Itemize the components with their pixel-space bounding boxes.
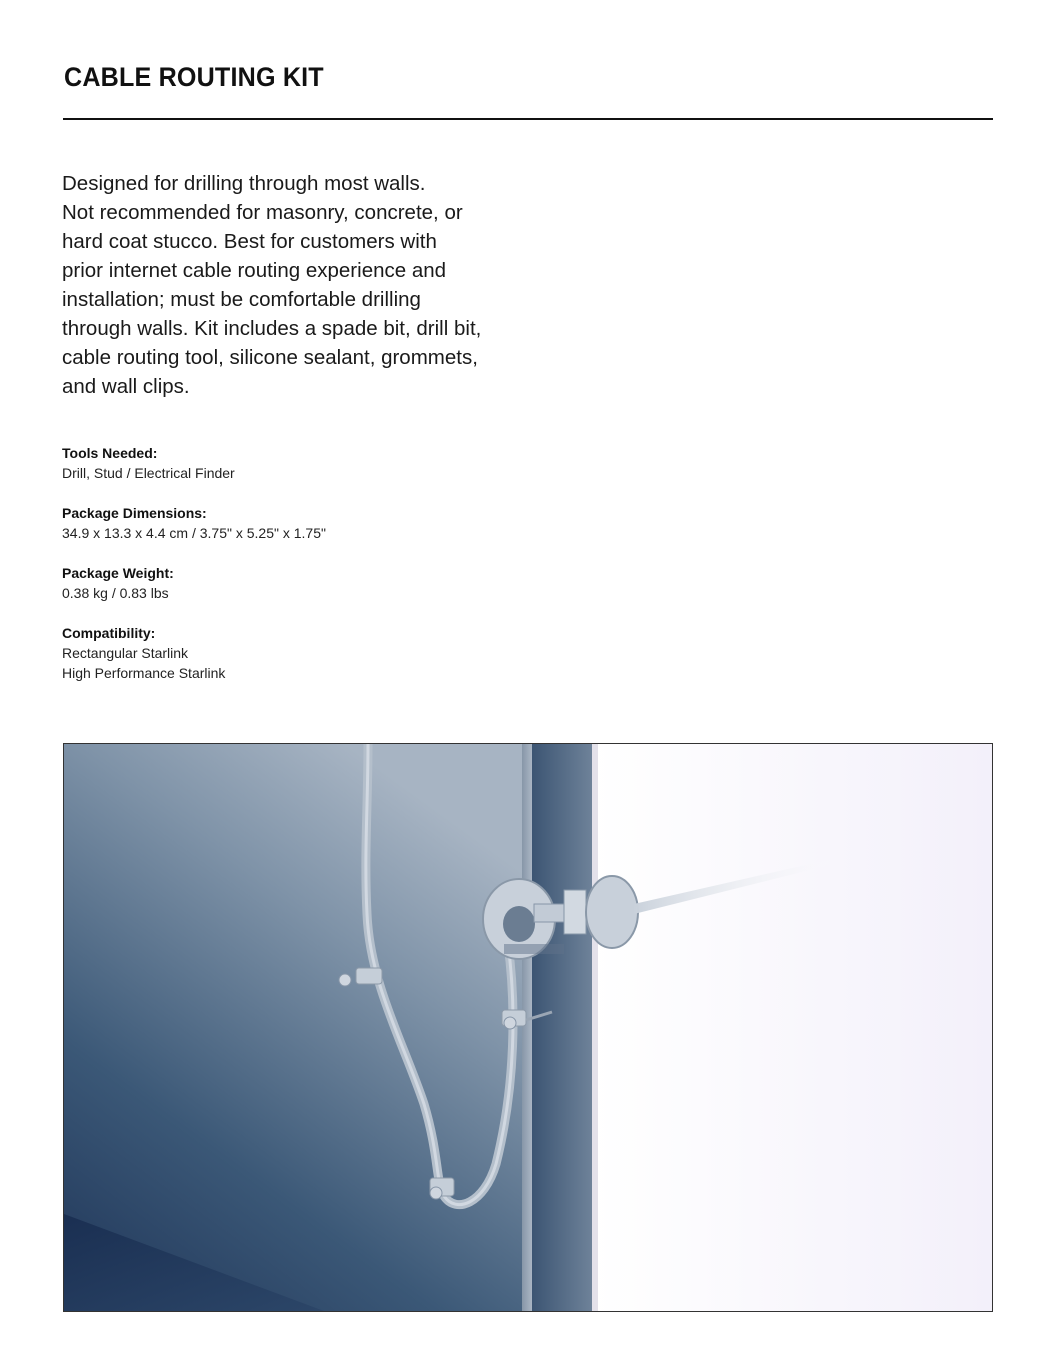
description-line: Not recommended for masonry, concrete, or (62, 201, 463, 224)
description-line: cable routing tool, silicone sealant, grommets, (62, 346, 478, 369)
description-line: prior internet cable routing experience and (62, 259, 447, 282)
spec-label: Compatibility: (62, 625, 156, 641)
spec-list (62, 443, 482, 703)
spec-value: High Performance Starlink (62, 665, 226, 681)
title-divider (63, 118, 993, 120)
spec-compatibility (62, 623, 482, 683)
wall-clip (430, 1178, 454, 1199)
spec-label: Package Weight: (62, 565, 174, 581)
page-title: CABLE ROUTING KIT (64, 62, 324, 92)
description-line: Designed for drilling through most walls. (62, 172, 426, 195)
description-line: through walls. Kit includes a spade bit, drill bit, (62, 317, 482, 340)
spec-value: Drill, Stud / Electrical Finder (62, 465, 235, 481)
spec-value: 34.9 x 13.3 x 4.4 cm / 3.75" x 5.25" x 1.75" (62, 525, 326, 541)
product-photo (63, 743, 993, 1312)
exterior-wall (64, 744, 534, 1311)
cable-routing-illustration (64, 744, 992, 1311)
interior-edge (592, 744, 598, 1311)
spec-label: Package Dimensions: (62, 505, 207, 521)
product-description (62, 169, 552, 401)
description-line: hard coat stucco. Best for customers with (62, 230, 437, 253)
wall-edge (522, 744, 532, 1311)
spec-value: 0.38 kg / 0.83 lbs (62, 585, 169, 601)
description-line: and wall clips. (62, 375, 190, 398)
spec-label: Tools Needed: (62, 445, 158, 461)
spec-tools-needed (62, 443, 482, 483)
interior-wall (592, 744, 992, 1311)
spec-value: Rectangular Starlink (62, 645, 189, 661)
spec-package-dimensions (62, 503, 482, 543)
wall-cavity (532, 744, 592, 1311)
spec-package-weight (62, 563, 482, 603)
description-line: installation; must be comfortable drilling (62, 288, 421, 311)
